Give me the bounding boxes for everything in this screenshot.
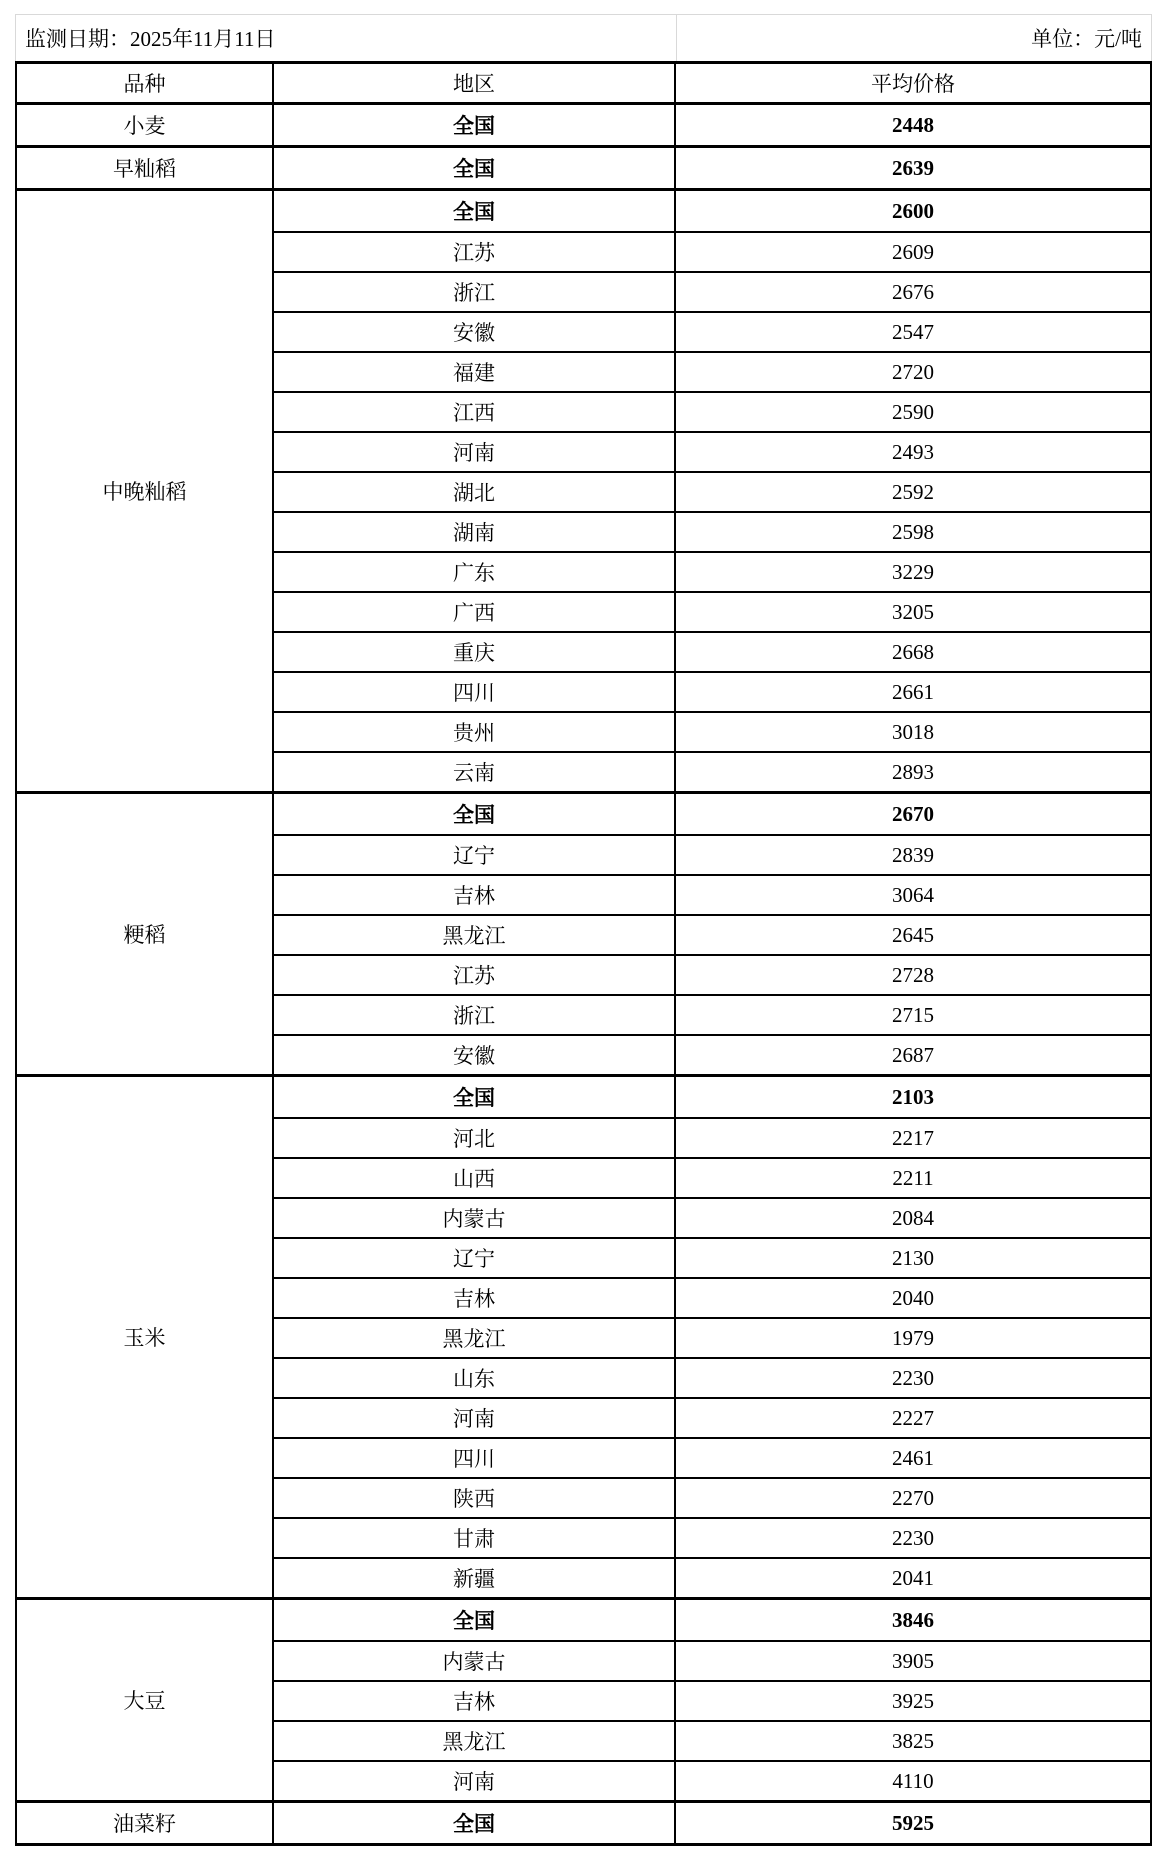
price-cell: 2227 <box>892 1405 934 1430</box>
region-cell: 贵州 <box>274 713 676 751</box>
region-cell: 浙江 <box>274 273 676 311</box>
price-cell: 2670 <box>892 801 934 826</box>
table-row <box>274 271 1150 311</box>
table-row <box>274 1237 1150 1277</box>
price-cell: 1979 <box>892 1325 934 1350</box>
price-cell: 2668 <box>892 639 934 664</box>
table-row <box>274 1397 1150 1437</box>
price-cell: 3229 <box>892 559 934 584</box>
price-cell: 2040 <box>892 1285 934 1310</box>
table-row <box>274 1277 1150 1317</box>
table-row <box>274 1477 1150 1517</box>
region-cell: 黑龙江 <box>274 1722 676 1760</box>
region-cell: 全国 <box>274 105 676 145</box>
table-row <box>274 471 1150 511</box>
variety-section <box>17 145 1150 188</box>
variety-cell: 油菜籽 <box>17 1803 274 1843</box>
header-cell-region: 地区 <box>274 64 676 102</box>
price-cell: 2103 <box>892 1084 934 1109</box>
section-rows <box>274 1600 1150 1800</box>
price-cell: 3825 <box>892 1728 934 1753</box>
section-rows <box>274 191 1150 791</box>
price-cell: 2645 <box>892 922 934 947</box>
table-row <box>274 631 1150 671</box>
price-cell: 3064 <box>892 882 934 907</box>
price-cell: 2893 <box>892 759 934 784</box>
table-row <box>274 591 1150 631</box>
price-cell: 2547 <box>892 319 934 344</box>
region-cell: 河北 <box>274 1119 676 1157</box>
variety-section <box>17 1597 1150 1800</box>
price-cell: 2590 <box>892 399 934 424</box>
table-row <box>274 391 1150 431</box>
variety-section <box>17 1800 1150 1843</box>
table-row <box>274 794 1150 834</box>
region-cell: 湖南 <box>274 513 676 551</box>
region-cell: 全国 <box>274 1600 676 1640</box>
variety-section <box>17 105 1150 145</box>
table-row <box>274 231 1150 271</box>
region-cell: 全国 <box>274 148 676 188</box>
price-cell: 2609 <box>892 239 934 264</box>
price-cell: 3925 <box>892 1688 934 1713</box>
region-cell: 山东 <box>274 1359 676 1397</box>
variety-cell: 早籼稻 <box>17 148 274 188</box>
price-cell: 2270 <box>892 1485 934 1510</box>
table-row <box>274 834 1150 874</box>
price-cell: 3846 <box>892 1607 934 1632</box>
region-cell: 吉林 <box>274 1279 676 1317</box>
price-cell: 2493 <box>892 439 934 464</box>
variety-section <box>17 188 1150 791</box>
price-cell: 2728 <box>892 962 934 987</box>
table-row <box>274 1317 1150 1357</box>
table-row <box>274 874 1150 914</box>
price-cell: 3905 <box>892 1648 934 1673</box>
table-row <box>274 1157 1150 1197</box>
price-cell: 4110 <box>892 1768 934 1793</box>
table-row <box>274 551 1150 591</box>
price-cell: 2720 <box>892 359 934 384</box>
region-cell: 黑龙江 <box>274 916 676 954</box>
table-row <box>274 511 1150 551</box>
table-row <box>274 954 1150 994</box>
price-cell: 2230 <box>892 1525 934 1550</box>
table-row <box>274 1197 1150 1237</box>
price-cell: 2839 <box>892 842 934 867</box>
table-row <box>274 671 1150 711</box>
price-cell: 2598 <box>892 519 934 544</box>
region-cell: 内蒙古 <box>274 1199 676 1237</box>
price-cell: 2041 <box>892 1565 934 1590</box>
region-cell: 江苏 <box>274 956 676 994</box>
region-cell: 山西 <box>274 1159 676 1197</box>
info-row <box>15 14 1152 61</box>
table-row <box>274 191 1150 231</box>
section-rows <box>274 148 1150 188</box>
table-row <box>274 1034 1150 1074</box>
region-cell: 云南 <box>274 753 676 791</box>
region-cell: 安徽 <box>274 1036 676 1074</box>
region-cell: 甘肃 <box>274 1519 676 1557</box>
region-cell: 四川 <box>274 1439 676 1477</box>
table-row <box>274 994 1150 1034</box>
price-cell: 2600 <box>892 198 934 223</box>
price-cell: 2715 <box>892 1002 934 1027</box>
table-row <box>274 1077 1150 1117</box>
variety-section <box>17 1074 1150 1597</box>
table-row <box>274 711 1150 751</box>
variety-cell: 大豆 <box>17 1600 274 1800</box>
table-header-row <box>15 61 1152 105</box>
region-cell: 湖北 <box>274 473 676 511</box>
region-cell: 广东 <box>274 553 676 591</box>
table-row <box>274 1680 1150 1720</box>
price-cell: 2211 <box>892 1165 934 1190</box>
table-row <box>274 1803 1150 1843</box>
table-row <box>274 311 1150 351</box>
price-cell: 3018 <box>892 719 934 744</box>
price-cell: 2592 <box>892 479 934 504</box>
variety-cell: 中晚籼稻 <box>17 191 274 791</box>
region-cell: 全国 <box>274 1077 676 1117</box>
region-cell: 黑龙江 <box>274 1319 676 1357</box>
region-cell: 全国 <box>274 794 676 834</box>
region-cell: 江西 <box>274 393 676 431</box>
table-row <box>274 105 1150 145</box>
section-rows <box>274 794 1150 1074</box>
region-cell: 辽宁 <box>274 836 676 874</box>
region-cell: 河南 <box>274 1762 676 1800</box>
region-cell: 广西 <box>274 593 676 631</box>
table-row <box>274 1517 1150 1557</box>
region-cell: 吉林 <box>274 1682 676 1720</box>
region-cell: 河南 <box>274 1399 676 1437</box>
section-rows <box>274 1803 1150 1843</box>
header-cell-variety: 品种 <box>17 64 274 102</box>
table-row <box>274 1437 1150 1477</box>
table-row <box>274 1720 1150 1760</box>
variety-cell: 粳稻 <box>17 794 274 1074</box>
price-cell: 2661 <box>892 679 934 704</box>
table-row <box>274 1640 1150 1680</box>
variety-cell: 小麦 <box>17 105 274 145</box>
price-cell: 2639 <box>892 155 934 180</box>
variety-cell: 玉米 <box>17 1077 274 1597</box>
region-cell: 全国 <box>274 1803 676 1843</box>
region-cell: 吉林 <box>274 876 676 914</box>
table-row <box>274 1117 1150 1157</box>
price-cell: 2217 <box>892 1125 934 1150</box>
variety-section <box>17 791 1150 1074</box>
unit-label: 单位：元/吨 <box>1031 27 1142 51</box>
price-cell: 2676 <box>892 279 934 304</box>
table-row <box>274 1760 1150 1800</box>
price-cell: 2687 <box>892 1042 934 1067</box>
table-body <box>15 105 1152 1846</box>
table-row <box>274 1557 1150 1597</box>
section-rows <box>274 105 1150 145</box>
price-cell: 2230 <box>892 1365 934 1390</box>
price-cell: 2461 <box>892 1445 934 1470</box>
region-cell: 内蒙古 <box>274 1642 676 1680</box>
region-cell: 江苏 <box>274 233 676 271</box>
price-cell: 2130 <box>892 1245 934 1270</box>
region-cell: 福建 <box>274 353 676 391</box>
region-cell: 河南 <box>274 433 676 471</box>
price-cell: 2448 <box>892 112 934 137</box>
grain-price-table <box>15 14 1152 1846</box>
price-cell: 5925 <box>892 1810 934 1835</box>
section-rows <box>274 1077 1150 1597</box>
monitor-date-label: 监测日期：2025年11月11日 <box>16 15 677 61</box>
price-cell: 3205 <box>892 599 934 624</box>
region-cell: 浙江 <box>274 996 676 1034</box>
region-cell: 重庆 <box>274 633 676 671</box>
table-row <box>274 431 1150 471</box>
region-cell: 全国 <box>274 191 676 231</box>
region-cell: 安徽 <box>274 313 676 351</box>
table-row <box>274 914 1150 954</box>
region-cell: 陕西 <box>274 1479 676 1517</box>
header-cell-price: 平均价格 <box>871 72 955 96</box>
region-cell: 四川 <box>274 673 676 711</box>
table-row <box>274 1600 1150 1640</box>
price-cell: 2084 <box>892 1205 934 1230</box>
region-cell: 辽宁 <box>274 1239 676 1277</box>
table-row <box>274 1357 1150 1397</box>
table-row <box>274 351 1150 391</box>
region-cell: 新疆 <box>274 1559 676 1597</box>
table-row <box>274 148 1150 188</box>
table-row <box>274 751 1150 791</box>
